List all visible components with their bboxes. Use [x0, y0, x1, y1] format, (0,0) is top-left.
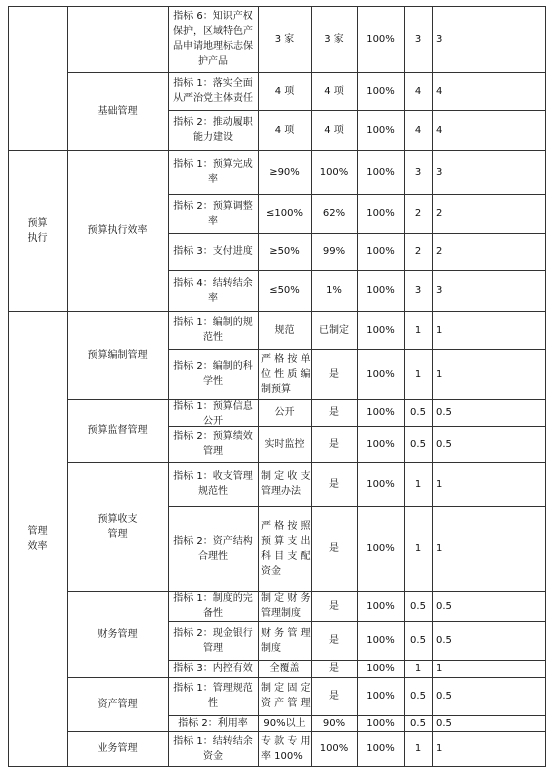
weight-cell: 3 [414, 166, 422, 178]
target-cell: 规范 [274, 324, 295, 336]
grid-line [432, 6, 433, 767]
grid-line [8, 150, 546, 151]
weight-cell: 1 [414, 743, 422, 754]
grid-line [8, 311, 546, 312]
weight-cell: 1 [414, 478, 422, 490]
level2-label: 预算监督管理 [87, 425, 148, 436]
indicator-cell: 学性 [203, 376, 223, 387]
indicator-cell: 护产品 [198, 56, 228, 67]
score-cell: 1 [436, 743, 443, 754]
actual-cell: 是 [329, 438, 339, 450]
score-cell: 1 [436, 324, 443, 336]
target-cell: ≤100% [266, 208, 303, 219]
target-cell: 率 100% [261, 750, 303, 762]
weight-cell: 3 [414, 33, 422, 45]
indicator-cell: 指标 1：制度的完 [173, 593, 253, 604]
indicator-cell: 资金 [203, 750, 223, 762]
grid-line [357, 6, 358, 767]
rate-cell: 100% [366, 124, 395, 136]
actual-cell: 是 [329, 690, 339, 702]
weight-cell: 0.5 [410, 690, 426, 702]
level1-label: 管理 [27, 525, 48, 537]
score-cell: 4 [436, 85, 443, 97]
target-cell: 管理制度 [261, 608, 301, 619]
target-cell: 预 算 支 出 [261, 535, 311, 547]
actual-cell: 是 [329, 407, 339, 418]
target-cell: 实时监控 [264, 438, 305, 450]
score-cell: 0.5 [436, 407, 452, 418]
level2-label: 财务管理 [97, 628, 138, 640]
score-cell: 0.5 [436, 438, 452, 450]
indicator-cell: 指标 1：管理规范 [173, 683, 253, 694]
indicator-cell: 指标 1：预算完成 [173, 159, 253, 170]
target-cell: 严 格 按 单 [261, 353, 311, 365]
actual-cell: 是 [329, 543, 339, 554]
target-cell: 制 定 财 务 [261, 593, 311, 604]
level2-label: 业务管理 [97, 743, 138, 754]
rate-cell: 100% [366, 717, 395, 729]
indicator-cell: 范性 [203, 332, 223, 343]
indicator-cell: 管理 [203, 642, 223, 654]
indicator-cell: 指标 2：预算绩效 [173, 431, 253, 442]
score-cell: 4 [436, 124, 443, 136]
rate-cell: 100% [366, 246, 395, 257]
actual-cell: 4 项 [324, 85, 344, 97]
target-cell: 公开 [274, 407, 295, 418]
indicator-cell: 指标 1：预算信息 [173, 401, 253, 412]
indicator-cell: 从严治党主体责任 [173, 93, 253, 104]
score-cell: 1 [436, 368, 443, 380]
actual-cell: 100% [319, 166, 349, 178]
weight-cell: 1 [414, 368, 422, 380]
indicator-cell: 率 [208, 215, 218, 227]
rate-cell: 100% [366, 600, 395, 612]
level2-label: 预算执行效率 [87, 225, 148, 236]
target-cell: 4 项 [274, 85, 295, 97]
target-cell: 管理办法 [261, 486, 301, 497]
score-cell: 3 [436, 166, 443, 178]
indicator-cell: 指标 2：现金银行 [173, 627, 253, 639]
indicator-cell: 指标 2：编制的科 [173, 361, 253, 372]
weight-cell: 0.5 [410, 600, 426, 612]
target-cell: 3 家 [274, 33, 295, 45]
rate-cell: 100% [366, 663, 395, 674]
target-cell: 90%以上 [263, 717, 306, 729]
indicator-cell: 指标 1：落实全面 [173, 78, 253, 89]
level2-label: 预算收支 [97, 513, 138, 525]
target-cell: 资 产 管 理 [261, 698, 311, 709]
target-cell: ≥50% [269, 246, 300, 257]
score-cell: 3 [436, 285, 443, 296]
indicator-cell: 保护，区域特色产 [173, 26, 253, 37]
score-cell: 0.5 [436, 635, 452, 646]
rate-cell: 100% [366, 85, 395, 97]
indicator-cell: 指标 2：推动履职 [173, 117, 253, 128]
weight-cell: 2 [414, 208, 422, 219]
indicator-cell: 指标 4：结转结余 [173, 277, 253, 289]
rate-cell: 100% [366, 743, 395, 754]
grid-line [67, 6, 68, 767]
weight-cell: 2 [414, 246, 422, 257]
weight-cell: 1 [414, 324, 422, 336]
indicator-cell: 指标 1：收支管理 [173, 471, 253, 482]
grid-line [311, 6, 312, 767]
rate-cell: 100% [366, 543, 395, 554]
weight-cell: 3 [414, 285, 422, 296]
weight-cell: 4 [414, 124, 422, 136]
indicator-cell: 率 [208, 174, 218, 185]
rate-cell: 100% [366, 690, 395, 702]
target-cell: 制 定 收 支 [261, 471, 311, 482]
rate-cell: 100% [366, 635, 395, 646]
level2-label: 基础管理 [97, 105, 138, 117]
actual-cell: 3 家 [324, 33, 344, 45]
rate-cell: 100% [366, 368, 395, 380]
grid-line [67, 399, 546, 400]
rate-cell: 100% [366, 407, 395, 418]
actual-cell: 是 [329, 663, 339, 674]
score-cell: 2 [436, 208, 443, 219]
target-cell: 制预算 [261, 383, 291, 395]
score-cell: 2 [436, 246, 443, 257]
actual-cell: 90% [322, 717, 346, 729]
target-cell: 制 定 固 定 [261, 683, 311, 694]
rate-cell: 100% [366, 438, 395, 450]
indicator-cell: 指标 2：预算调整 [173, 200, 253, 212]
grid-line [67, 462, 546, 463]
indicator-cell: 能力建设 [193, 132, 233, 143]
actual-cell: 是 [329, 368, 339, 380]
indicator-cell: 率 [208, 292, 218, 304]
indicator-cell: 指标 2：利用率 [178, 717, 248, 729]
grid-line [545, 6, 546, 767]
grid-line [67, 731, 546, 732]
target-cell: 制度 [261, 642, 281, 654]
actual-cell: 1% [326, 285, 342, 296]
weight-cell: 0.5 [410, 407, 426, 418]
indicator-cell: 合理性 [198, 550, 228, 562]
target-cell: 4 项 [274, 124, 295, 136]
indicator-cell: 指标 1：结转结余 [173, 735, 253, 747]
score-cell: 0.5 [436, 717, 452, 729]
level1-label: 预算 [27, 217, 48, 229]
indicator-cell: 指标 3：内控有效 [173, 663, 253, 674]
level2-label: 资产管理 [97, 698, 138, 710]
grid-line [258, 6, 259, 767]
grid-line [67, 72, 546, 73]
indicator-cell: 指标 2：资产结构 [173, 535, 253, 547]
target-cell: 专 款 专 用 [261, 735, 311, 747]
indicator-cell: 指标 1：编制的规 [173, 317, 253, 328]
actual-cell: 4 项 [324, 124, 344, 136]
target-cell: 位 性 质 编 [261, 368, 311, 380]
rate-cell: 100% [366, 33, 395, 45]
indicator-cell: 管理 [203, 446, 223, 457]
actual-cell: 是 [329, 600, 339, 612]
grid-line [8, 766, 546, 767]
target-cell: ≤50% [269, 285, 300, 296]
score-cell: 1 [436, 543, 443, 554]
level1-label: 效率 [27, 540, 48, 552]
level2-label: 管理 [107, 528, 128, 540]
grid-line [8, 6, 9, 767]
indicator-cell: 性 [208, 698, 218, 709]
rate-cell: 100% [366, 478, 395, 490]
actual-cell: 99% [322, 246, 346, 257]
actual-cell: 100% [319, 743, 349, 754]
grid-line [404, 6, 405, 767]
score-cell: 3 [436, 33, 443, 45]
target-cell: 全覆盖 [269, 663, 300, 674]
indicator-cell: 指标 6：知识产权 [173, 11, 253, 22]
target-cell: 财 务 管 理 [261, 627, 311, 639]
target-cell: 科 目 支 配 [261, 550, 311, 562]
indicator-cell: 品申请地理标志保 [173, 41, 253, 52]
weight-cell: 0.5 [410, 438, 426, 450]
score-cell: 1 [436, 663, 443, 674]
target-cell: ≥90% [269, 166, 300, 178]
grid-line [8, 6, 168, 7]
weight-cell: 1 [414, 663, 422, 674]
actual-cell: 是 [329, 635, 339, 646]
actual-cell: 是 [329, 478, 339, 490]
indicator-cell: 规范性 [198, 486, 228, 497]
level1-label: 执行 [27, 232, 48, 244]
weight-cell: 1 [414, 543, 422, 554]
weight-cell: 4 [414, 85, 422, 97]
target-cell: 严 格 按 照 [261, 520, 311, 532]
score-cell: 0.5 [436, 690, 452, 702]
rate-cell: 100% [366, 208, 395, 219]
rate-cell: 100% [366, 285, 395, 296]
indicator-cell: 公开 [203, 416, 223, 427]
weight-cell: 0.5 [410, 635, 426, 646]
score-cell: 1 [436, 478, 443, 490]
score-cell: 0.5 [436, 600, 452, 612]
actual-cell: 62% [322, 208, 346, 219]
grid-line [67, 677, 546, 678]
weight-cell: 0.5 [410, 717, 426, 729]
indicator-cell: 指标 3：支付进度 [173, 246, 253, 257]
level2-label: 预算编制管理 [87, 349, 148, 361]
rate-cell: 100% [366, 166, 395, 178]
target-cell: 资金 [261, 565, 281, 577]
actual-cell: 已制定 [319, 324, 349, 336]
rate-cell: 100% [366, 324, 395, 336]
indicator-cell: 备性 [203, 608, 223, 619]
